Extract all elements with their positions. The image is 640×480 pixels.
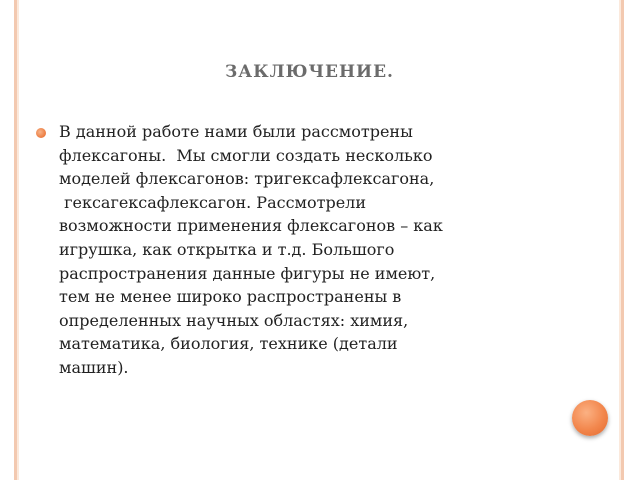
slide-title: ЗАКЛЮЧЕНИЕ. <box>225 62 394 82</box>
bullet-text: В данной работе нами были рассмотрены флексагоны. Мы смогли создать несколько моделей флексагонов: тригексафлексагона, гексагексафлексагон. Рассмотрели возможности применения флексагонов – как игрушка, как открытка и т.д. Большого распространения данные фигуры не имеют, тем не менее широко распространены в определенных научных областях: химия, математика, биология, технике (детали машин). <box>59 122 443 377</box>
bullet-icon <box>36 128 46 138</box>
orange-circle-decoration-icon <box>572 400 608 436</box>
